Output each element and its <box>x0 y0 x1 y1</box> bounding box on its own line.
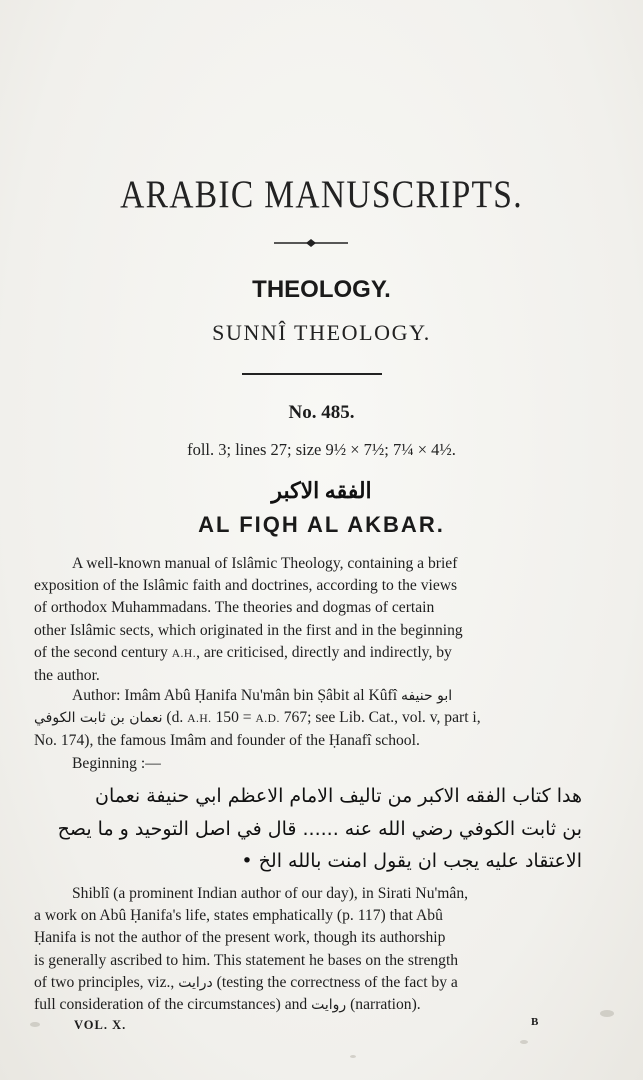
author-line: نعمان بن ثابت الكوفي (d. A.H. 150 = A.D. 767; see Lib. Cat., vol. v, part i, <box>34 709 481 727</box>
author-line: Author: Imâm Abû Ḥanifa Nu'mân bin Ṣâbit al Kûfî ابو حنيفه <box>72 687 453 704</box>
subsection-heading: SUNNÎ THEOLOGY. <box>212 320 431 345</box>
note-line: Shiblî (a prominent Indian author of our day), in Sirati Nu'mân, <box>72 885 469 902</box>
note-line: is generally ascribed to him. This statement he bases on the strength <box>34 951 459 969</box>
section-heading: THEOLOGY. <box>252 276 391 303</box>
arabic-incipit-line: هدا كتاب الفقه الاكبر من تاليف الامام الاعظم ابي حنيفة نعمان <box>94 785 582 807</box>
note-line: a work on Abû Ḥanifa's life, states emphatically (p. 117) that Abû <box>34 907 443 925</box>
description-line: the author. <box>34 667 100 685</box>
beginning-label: Beginning :— <box>72 754 161 772</box>
description-line: A well-known manual of Islâmic Theology, containing a brief <box>72 555 458 572</box>
paper-speck <box>350 1055 356 1058</box>
author-line: No. 174), the famous Imâm and founder of the Ḥanafî school. <box>34 732 420 750</box>
paper-speck <box>600 1010 614 1017</box>
description-line: other Islâmic sects, which originated in the first and in the beginning <box>34 621 463 639</box>
work-title: AL FIQH AL AKBAR. <box>198 512 445 537</box>
page-title: ARABIC MANUSCRIPTS. <box>120 173 523 216</box>
arabic-incipit-line: الاعتقاد عليه يجب ان يقول امنت بالله الخ • <box>241 850 582 872</box>
description-line: of the second century A.H., are criticised, directly and indirectly, by <box>34 643 452 661</box>
folio-details: foll. 3; lines 27; size 9½ × 7½; 7¼ × 4½. <box>187 440 456 459</box>
description-paragraph <box>34 553 582 687</box>
paper-speck <box>520 1040 528 1044</box>
volume-footer: VOL. X. <box>74 1018 127 1032</box>
author-label: Author: <box>72 687 121 704</box>
description-line: exposition of the Islâmic faith and doctrines, according to the views <box>34 577 458 595</box>
note-line: full consideration of the circumstances) and روايت (narration). <box>34 996 421 1014</box>
signature-mark: B <box>531 1016 539 1028</box>
entry-number: No. 485. <box>288 402 355 423</box>
author-paragraph <box>34 685 582 775</box>
note-line: Ḥanifa is not the author of the present work, though its authorship <box>34 929 446 947</box>
arabic-incipit-line: بن ثابت الكوفي رضي الله عنه ...... قال في اصل التوحيد و ما يصح <box>57 818 582 840</box>
paper-speck <box>30 1022 40 1027</box>
note-line: of two principles, viz., درايت (testing the correctness of the fact by a <box>34 973 458 991</box>
note-paragraph <box>34 883 582 1016</box>
horizontal-rule <box>242 373 382 375</box>
description-line: of orthodox Muhammadans. The theories and dogmas of certain <box>34 599 435 617</box>
arabic-title: الفقه الاكبر <box>271 478 372 503</box>
ornament-divider <box>274 238 348 248</box>
